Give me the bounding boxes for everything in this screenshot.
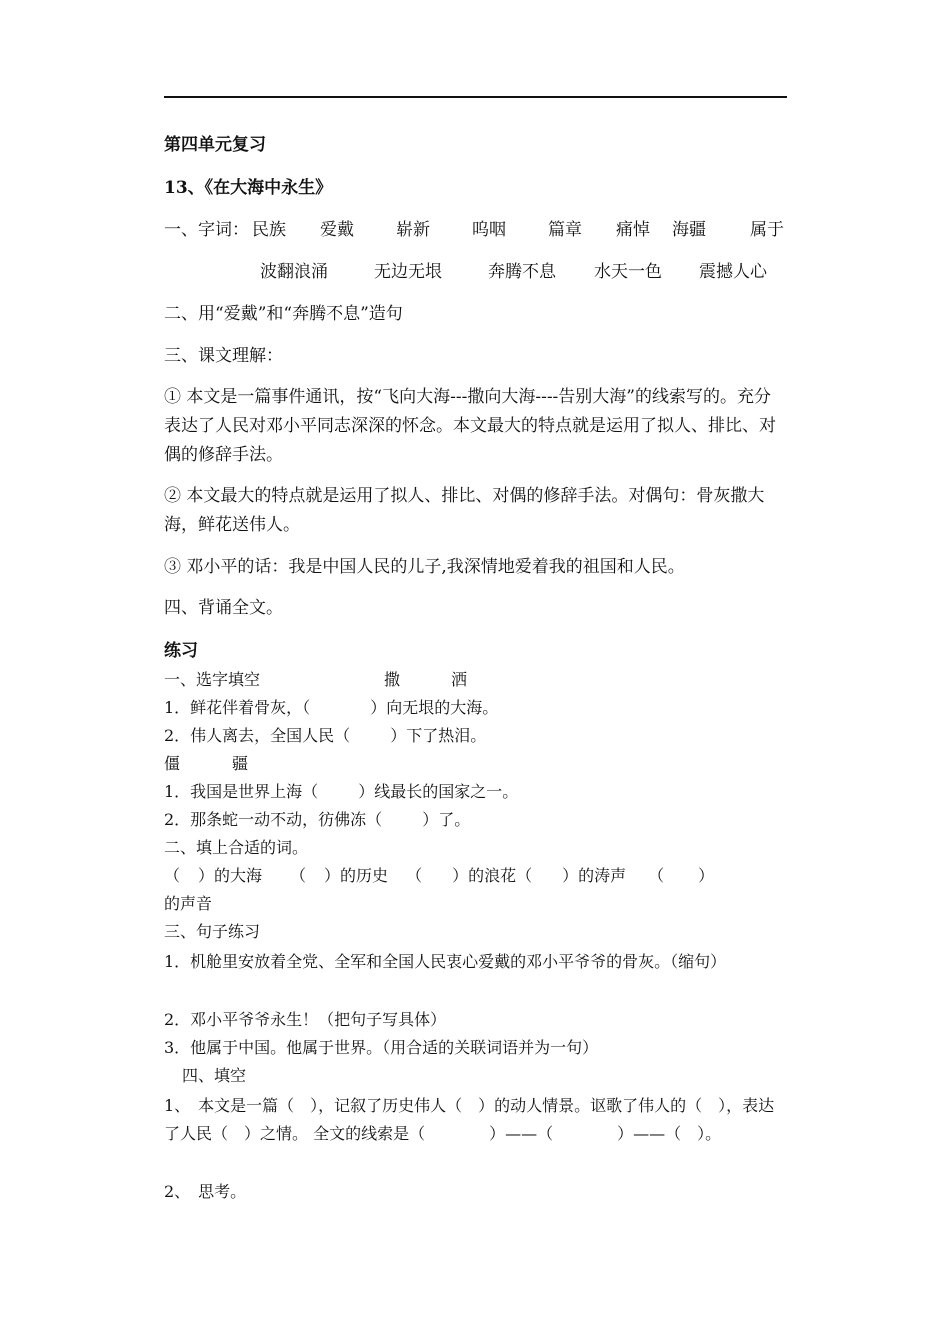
q4-sentence-1: 1、 本文是一篇（ ），记叙了历史伟人（ ）的动人情景。讴歌了伟人的（ ），表达了人民（ ）之情。 全文的线索是（ ）——（ ）——（ ）。 — [164, 1096, 775, 1143]
sentence-part: 1．鲜花伴着骨灰，（ — [164, 698, 311, 717]
section-4-text: 四、背诵全文。 — [164, 598, 283, 618]
vocab-word: 波翻浪涌 — [260, 262, 328, 282]
vocab-word: 痛悼 — [616, 220, 650, 240]
vocab-label: 一、字词： — [164, 220, 249, 240]
comprehension-item-3: ③ 邓小平的话：我是中国人民的儿子,我深情地爱着我的祖国和人民。 — [164, 557, 685, 577]
vocab-word: 民族 — [252, 220, 286, 240]
section-3-label: 三、课文理解： — [164, 346, 283, 366]
word-item: ）的涛声 — [562, 866, 627, 885]
word-item: ）的历史 — [324, 866, 389, 885]
q3-sentence-3: 3．他属于中国。他属于世界。（用合适的关联词语并为一句） — [164, 1038, 599, 1057]
q3-label: 三、句子练习 — [164, 922, 261, 941]
q1-char-option: 洒 — [451, 670, 468, 689]
header-rule — [164, 96, 787, 98]
q1-sentence-3 — [164, 778, 787, 806]
bracket: （ — [648, 866, 665, 885]
q4-label: 四、填空 — [182, 1066, 247, 1085]
vocab-row-2 — [164, 262, 787, 284]
q1-char-option: 疆 — [232, 754, 249, 773]
q1-sentence-4 — [164, 806, 787, 834]
sentence-part: ）向无垠的大海。 — [370, 698, 499, 717]
q2-label: 二、填上合适的词。 — [164, 838, 309, 857]
vocab-word: 无边无垠 — [374, 262, 442, 282]
comprehension-item-1: ① 本文是一篇事件通讯，按“飞向大海---撒向大海----告别大海”的线索写的。充分表达了人民对邓小平同志深深的怀念。本文最大的特点就是运用了拟人、排比、对偶的修辞手法。 — [164, 387, 776, 465]
q2-tail: 的声音 — [164, 894, 213, 913]
sentence-part: ）下了热泪。 — [390, 726, 487, 745]
word-item: ）的浪花（ — [452, 866, 533, 885]
q4-sentence-2: 2、 思考。 — [164, 1182, 247, 1201]
section-2-text: 二、用“爱戴”和“奔腾不息”造句 — [164, 304, 403, 324]
vocab-word: 海疆 — [672, 220, 706, 240]
bracket: （ — [164, 866, 181, 885]
vocab-row-1 — [164, 220, 787, 242]
sentence-part: 2．伟人离去，全国人民（ — [164, 726, 351, 745]
q1-char-option: 僵 — [164, 754, 181, 773]
vocab-word: 崭新 — [396, 220, 430, 240]
vocab-word: 篇章 — [548, 220, 582, 240]
q1-sentence-1 — [164, 694, 787, 722]
vocab-word: 震撼人心 — [699, 262, 767, 282]
bracket: ） — [698, 866, 715, 885]
practice-title: 练习 — [164, 641, 198, 661]
sentence-part: ）线最长的国家之一。 — [358, 782, 519, 801]
q1-char-option: 撒 — [384, 670, 401, 689]
bracket: （ — [406, 866, 423, 885]
bracket: （ — [290, 866, 307, 885]
q2-items-row — [164, 862, 787, 890]
sentence-part: ）了。 — [422, 810, 471, 829]
q1-sentence-2 — [164, 722, 787, 750]
q1-label-row — [164, 666, 787, 694]
q1-chars-row-2 — [164, 750, 787, 778]
vocab-word: 爱戴 — [320, 220, 354, 240]
q1-label: 一、选字填空 — [164, 670, 261, 689]
vocab-word: 奔腾不息 — [488, 262, 556, 282]
unit-title: 第四单元复习 — [164, 135, 266, 155]
q3-sentence-1: 1．机舱里安放着全党、全军和全国人民衷心爱戴的邓小平爷爷的骨灰。（缩句） — [164, 952, 727, 971]
q3-sentence-2: 2．邓小平爷爷永生！（把句子写具体） — [164, 1010, 447, 1029]
vocab-word: 呜咽 — [472, 220, 506, 240]
word-item: ）的大海 — [198, 866, 263, 885]
sentence-part: 1．我国是世界上海（ — [164, 782, 319, 801]
comprehension-item-2: ② 本文最大的特点就是运用了拟人、排比、对偶的修辞手法。对偶句：骨灰撒大海，鲜花送伟人。 — [164, 486, 765, 535]
lesson-title: 13、《在大海中永生》 — [164, 178, 333, 198]
vocab-word: 属于 — [750, 220, 784, 240]
vocab-word: 水天一色 — [594, 262, 662, 282]
sentence-part: 2．那条蛇一动不动，彷佛冻（ — [164, 810, 383, 829]
